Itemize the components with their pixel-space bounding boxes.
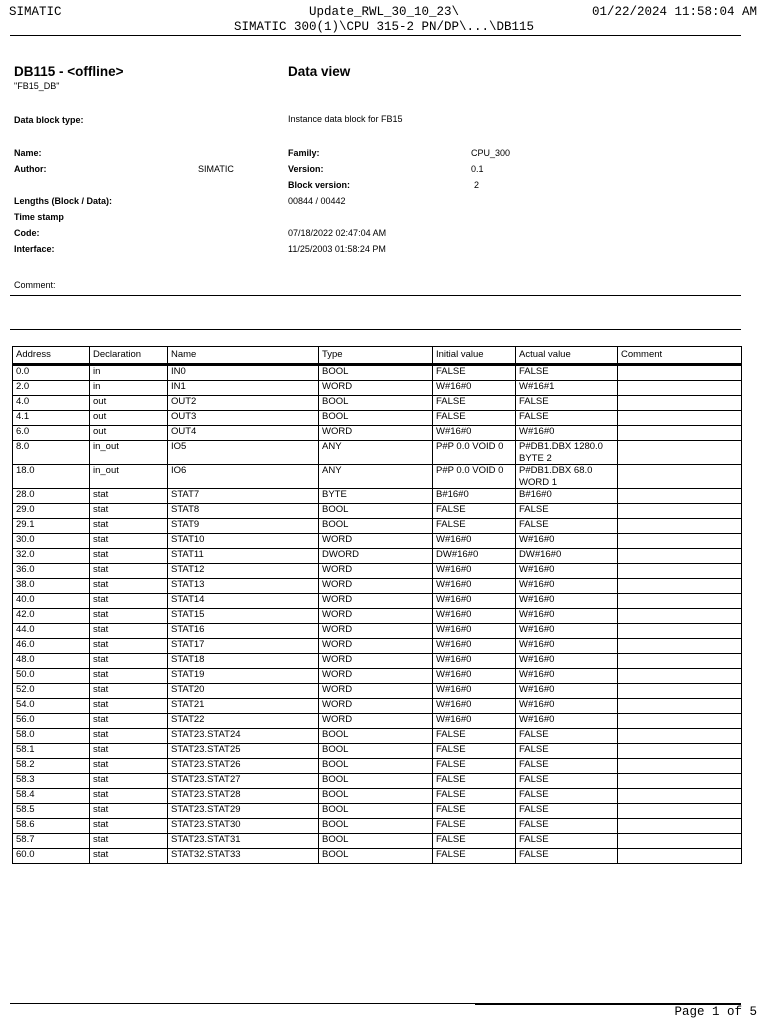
cell-initial-value: FALSE <box>433 834 516 849</box>
column-header-declaration: Declaration <box>90 347 168 365</box>
cell-comment <box>618 654 742 669</box>
cell-actual-value: W#16#0 <box>516 579 618 594</box>
table-row <box>13 594 742 609</box>
cell-type: DWORD <box>319 549 433 564</box>
cell-declaration: stat <box>90 699 168 714</box>
cell-actual-value: FALSE <box>516 519 618 534</box>
cell-type: BOOL <box>319 729 433 744</box>
cell-initial-value: W#16#0 <box>433 426 516 441</box>
cell-declaration: stat <box>90 819 168 834</box>
cell-type: BOOL <box>319 759 433 774</box>
cell-initial-value: W#16#0 <box>433 609 516 624</box>
cell-address: 32.0 <box>13 549 90 564</box>
cell-type: BOOL <box>319 804 433 819</box>
cell-declaration: stat <box>90 654 168 669</box>
cell-actual-value: FALSE <box>516 411 618 426</box>
cell-type: BOOL <box>319 504 433 519</box>
cell-comment <box>618 465 742 489</box>
cell-address: 58.1 <box>13 744 90 759</box>
cell-address: 30.0 <box>13 534 90 549</box>
cell-address: 58.3 <box>13 774 90 789</box>
cell-declaration: stat <box>90 729 168 744</box>
table-row <box>13 699 742 714</box>
column-header-comment: Comment <box>618 347 742 365</box>
cell-comment <box>618 699 742 714</box>
cell-address: 29.0 <box>13 504 90 519</box>
cell-type: WORD <box>319 534 433 549</box>
comment-label: Comment: <box>14 280 56 290</box>
table-row <box>13 489 742 504</box>
cell-name: STAT23.STAT31 <box>168 834 319 849</box>
cell-comment <box>618 714 742 729</box>
cell-name: STAT23.STAT30 <box>168 819 319 834</box>
cell-comment <box>618 381 742 396</box>
cell-comment <box>618 365 742 381</box>
cell-initial-value: W#16#0 <box>433 624 516 639</box>
cell-address: 58.2 <box>13 759 90 774</box>
cell-address: 6.0 <box>13 426 90 441</box>
header-divider <box>10 35 741 36</box>
cell-name: STAT23.STAT24 <box>168 729 319 744</box>
cell-type: WORD <box>319 624 433 639</box>
cell-address: 58.6 <box>13 819 90 834</box>
cell-address: 50.0 <box>13 669 90 684</box>
cell-comment <box>618 669 742 684</box>
cell-declaration: stat <box>90 714 168 729</box>
cell-address: 44.0 <box>13 624 90 639</box>
table-row <box>13 411 742 426</box>
cell-initial-value: W#16#0 <box>433 579 516 594</box>
data-table <box>12 346 742 864</box>
cell-actual-value: FALSE <box>516 504 618 519</box>
cell-declaration: stat <box>90 684 168 699</box>
table-row <box>13 624 742 639</box>
cell-name: IN1 <box>168 381 319 396</box>
table-row <box>13 426 742 441</box>
cell-type: BOOL <box>319 744 433 759</box>
cell-comment <box>618 684 742 699</box>
cell-actual-value: W#16#0 <box>516 534 618 549</box>
table-row <box>13 441 742 465</box>
page-number: Page 1 of 5 <box>674 1005 757 1019</box>
cell-actual-value: W#16#0 <box>516 624 618 639</box>
cell-actual-value: B#16#0 <box>516 489 618 504</box>
cell-address: 40.0 <box>13 594 90 609</box>
table-row <box>13 519 742 534</box>
cell-address: 56.0 <box>13 714 90 729</box>
cell-declaration: stat <box>90 849 168 864</box>
table-row <box>13 534 742 549</box>
cell-type: BOOL <box>319 834 433 849</box>
family-label: Family: <box>288 148 320 158</box>
cell-declaration: stat <box>90 744 168 759</box>
footer-divider <box>10 1003 475 1004</box>
cell-initial-value: FALSE <box>433 744 516 759</box>
cell-initial-value: W#16#0 <box>433 669 516 684</box>
cell-declaration: stat <box>90 549 168 564</box>
interface-label: Interface: <box>14 244 55 254</box>
cell-initial-value: FALSE <box>433 365 516 381</box>
cell-initial-value: FALSE <box>433 759 516 774</box>
table-row <box>13 744 742 759</box>
cell-name: STAT10 <box>168 534 319 549</box>
version-value: 0.1 <box>471 164 484 174</box>
cell-initial-value: DW#16#0 <box>433 549 516 564</box>
cell-name: IN0 <box>168 365 319 381</box>
cell-comment <box>618 759 742 774</box>
cell-declaration: stat <box>90 609 168 624</box>
cell-type: BOOL <box>319 789 433 804</box>
cell-comment <box>618 534 742 549</box>
data-block-type-label: Data block type: <box>14 115 84 125</box>
cell-initial-value: W#16#0 <box>433 534 516 549</box>
column-header-address: Address <box>13 347 90 365</box>
cell-declaration: in_out <box>90 441 168 465</box>
table-row <box>13 381 742 396</box>
cell-comment <box>618 789 742 804</box>
cell-type: WORD <box>319 699 433 714</box>
cell-address: 18.0 <box>13 465 90 489</box>
cell-address: 46.0 <box>13 639 90 654</box>
cell-comment <box>618 504 742 519</box>
cell-actual-value: W#16#0 <box>516 594 618 609</box>
table-row <box>13 669 742 684</box>
cell-actual-value: W#16#0 <box>516 654 618 669</box>
table-row <box>13 549 742 564</box>
cell-type: WORD <box>319 609 433 624</box>
cell-address: 2.0 <box>13 381 90 396</box>
cell-comment <box>618 594 742 609</box>
cell-initial-value: FALSE <box>433 804 516 819</box>
cell-name: STAT14 <box>168 594 319 609</box>
cell-name: IO6 <box>168 465 319 489</box>
cell-actual-value: FALSE <box>516 744 618 759</box>
cell-initial-value: B#16#0 <box>433 489 516 504</box>
cell-name: STAT23.STAT29 <box>168 804 319 819</box>
cell-comment <box>618 441 742 465</box>
header-project: Update_RWL_30_10_23\ <box>308 5 460 19</box>
section-divider <box>10 329 741 330</box>
cell-type: WORD <box>319 639 433 654</box>
cell-comment <box>618 426 742 441</box>
cell-actual-value: W#16#0 <box>516 684 618 699</box>
code-value: 07/18/2022 02:47:04 AM <box>288 228 387 238</box>
cell-type: BOOL <box>319 396 433 411</box>
table-row <box>13 849 742 864</box>
cell-address: 42.0 <box>13 609 90 624</box>
cell-actual-value: FALSE <box>516 819 618 834</box>
table-row <box>13 639 742 654</box>
data-block-type-value: Instance data block for FB15 <box>288 114 403 124</box>
table-row <box>13 834 742 849</box>
interface-value: 11/25/2003 01:58:24 PM <box>288 244 386 254</box>
cell-initial-value: FALSE <box>433 504 516 519</box>
cell-comment <box>618 489 742 504</box>
cell-initial-value: W#16#0 <box>433 654 516 669</box>
cell-address: 28.0 <box>13 489 90 504</box>
view-title: Data view <box>288 64 351 79</box>
cell-name: OUT4 <box>168 426 319 441</box>
cell-address: 58.7 <box>13 834 90 849</box>
cell-initial-value: W#16#0 <box>433 381 516 396</box>
table-row <box>13 804 742 819</box>
table-row <box>13 819 742 834</box>
cell-actual-value: W#16#0 <box>516 714 618 729</box>
cell-comment <box>618 729 742 744</box>
cell-address: 52.0 <box>13 684 90 699</box>
cell-type: WORD <box>319 564 433 579</box>
table-row <box>13 729 742 744</box>
cell-actual-value: W#16#0 <box>516 699 618 714</box>
cell-initial-value: FALSE <box>433 729 516 744</box>
column-header-name: Name <box>168 347 319 365</box>
cell-actual-value: FALSE <box>516 849 618 864</box>
cell-address: 48.0 <box>13 654 90 669</box>
cell-address: 8.0 <box>13 441 90 465</box>
cell-comment <box>618 624 742 639</box>
block-title: DB115 - <offline> <box>14 64 124 79</box>
cell-actual-value: FALSE <box>516 804 618 819</box>
cell-address: 58.4 <box>13 789 90 804</box>
name-label: Name: <box>14 148 42 158</box>
cell-name: STAT12 <box>168 564 319 579</box>
cell-declaration: stat <box>90 489 168 504</box>
cell-type: ANY <box>319 441 433 465</box>
cell-type: BOOL <box>319 774 433 789</box>
cell-type: BOOL <box>319 819 433 834</box>
cell-name: OUT2 <box>168 396 319 411</box>
block-subtitle: "FB15_DB" <box>14 81 60 91</box>
cell-initial-value: W#16#0 <box>433 699 516 714</box>
cell-address: 58.5 <box>13 804 90 819</box>
table-row <box>13 684 742 699</box>
cell-actual-value: FALSE <box>516 396 618 411</box>
cell-name: OUT3 <box>168 411 319 426</box>
cell-comment <box>618 744 742 759</box>
cell-declaration: stat <box>90 534 168 549</box>
cell-actual-value: FALSE <box>516 834 618 849</box>
cell-declaration: stat <box>90 639 168 654</box>
header-app: SIMATIC <box>9 5 62 19</box>
cell-comment <box>618 579 742 594</box>
cell-initial-value: FALSE <box>433 819 516 834</box>
cell-address: 36.0 <box>13 564 90 579</box>
cell-declaration: stat <box>90 759 168 774</box>
family-value: CPU_300 <box>471 148 511 158</box>
cell-actual-value: W#16#0 <box>516 639 618 654</box>
cell-name: STAT23.STAT25 <box>168 744 319 759</box>
cell-actual-value: FALSE <box>516 774 618 789</box>
cell-actual-value: P#DB1.DBX 1280.0 BYTE 2 <box>516 441 618 465</box>
cell-type: WORD <box>319 684 433 699</box>
cell-actual-value: W#16#0 <box>516 609 618 624</box>
cell-actual-value: W#16#0 <box>516 426 618 441</box>
timestamp-label: Time stamp <box>14 212 64 222</box>
cell-declaration: in <box>90 365 168 381</box>
header-path: SIMATIC 300(1)\CPU 315-2 PN/DP\...\DB115 <box>233 20 535 34</box>
cell-type: BOOL <box>319 411 433 426</box>
cell-comment <box>618 819 742 834</box>
cell-type: WORD <box>319 594 433 609</box>
cell-comment <box>618 519 742 534</box>
cell-name: STAT17 <box>168 639 319 654</box>
cell-address: 4.0 <box>13 396 90 411</box>
cell-address: 29.1 <box>13 519 90 534</box>
cell-declaration: stat <box>90 669 168 684</box>
cell-type: WORD <box>319 654 433 669</box>
cell-comment <box>618 549 742 564</box>
cell-type: WORD <box>319 579 433 594</box>
table-row <box>13 654 742 669</box>
column-header-actual-value: Actual value <box>516 347 618 365</box>
version-label: Version: <box>288 164 324 174</box>
cell-comment <box>618 849 742 864</box>
cell-type: BOOL <box>319 519 433 534</box>
cell-name: STAT7 <box>168 489 319 504</box>
cell-type: WORD <box>319 426 433 441</box>
cell-type: WORD <box>319 714 433 729</box>
cell-comment <box>618 396 742 411</box>
cell-address: 0.0 <box>13 365 90 381</box>
cell-comment <box>618 411 742 426</box>
cell-name: STAT16 <box>168 624 319 639</box>
cell-declaration: stat <box>90 504 168 519</box>
cell-comment <box>618 564 742 579</box>
cell-name: STAT11 <box>168 549 319 564</box>
cell-name: STAT9 <box>168 519 319 534</box>
table-row <box>13 504 742 519</box>
lengths-label: Lengths (Block / Data): <box>14 196 113 206</box>
cell-declaration: in_out <box>90 465 168 489</box>
cell-name: STAT19 <box>168 669 319 684</box>
cell-declaration: out <box>90 426 168 441</box>
cell-address: 54.0 <box>13 699 90 714</box>
table-row <box>13 759 742 774</box>
cell-name: STAT13 <box>168 579 319 594</box>
cell-initial-value: P#P 0.0 VOID 0 <box>433 441 516 465</box>
table-row <box>13 396 742 411</box>
cell-actual-value: FALSE <box>516 759 618 774</box>
cell-initial-value: FALSE <box>433 519 516 534</box>
cell-name: IO5 <box>168 441 319 465</box>
cell-comment <box>618 774 742 789</box>
table-row <box>13 714 742 729</box>
cell-declaration: stat <box>90 519 168 534</box>
table-row <box>13 609 742 624</box>
cell-type: WORD <box>319 381 433 396</box>
cell-initial-value: P#P 0.0 VOID 0 <box>433 465 516 489</box>
code-label: Code: <box>14 228 40 238</box>
block-version-label: Block version: <box>288 180 351 190</box>
cell-comment <box>618 639 742 654</box>
table-row <box>13 465 742 489</box>
cell-name: STAT23.STAT26 <box>168 759 319 774</box>
cell-declaration: stat <box>90 594 168 609</box>
cell-initial-value: FALSE <box>433 774 516 789</box>
cell-type: BOOL <box>319 365 433 381</box>
cell-comment <box>618 834 742 849</box>
cell-type: ANY <box>319 465 433 489</box>
cell-declaration: out <box>90 396 168 411</box>
cell-actual-value: W#16#0 <box>516 669 618 684</box>
cell-initial-value: FALSE <box>433 849 516 864</box>
cell-actual-value: W#16#1 <box>516 381 618 396</box>
cell-declaration: out <box>90 411 168 426</box>
cell-name: STAT8 <box>168 504 319 519</box>
cell-initial-value: W#16#0 <box>433 684 516 699</box>
cell-address: 60.0 <box>13 849 90 864</box>
comment-divider <box>10 295 741 296</box>
cell-type: BYTE <box>319 489 433 504</box>
column-header-type: Type <box>319 347 433 365</box>
cell-declaration: stat <box>90 564 168 579</box>
header-datetime: 01/22/2024 11:58:04 AM <box>591 5 757 19</box>
table-row <box>13 789 742 804</box>
table-row <box>13 579 742 594</box>
column-header-initial-value: Initial value <box>433 347 516 365</box>
cell-declaration: stat <box>90 789 168 804</box>
cell-initial-value: FALSE <box>433 789 516 804</box>
block-version-value: 2 <box>474 180 480 190</box>
table-body <box>13 365 742 864</box>
cell-name: STAT23.STAT28 <box>168 789 319 804</box>
cell-declaration: stat <box>90 804 168 819</box>
cell-actual-value: FALSE <box>516 729 618 744</box>
table-row <box>13 365 742 381</box>
cell-declaration: stat <box>90 624 168 639</box>
cell-name: STAT20 <box>168 684 319 699</box>
cell-actual-value: W#16#0 <box>516 564 618 579</box>
cell-initial-value: FALSE <box>433 411 516 426</box>
cell-actual-value: FALSE <box>516 789 618 804</box>
cell-name: STAT21 <box>168 699 319 714</box>
cell-declaration: in <box>90 381 168 396</box>
cell-name: STAT32.STAT33 <box>168 849 319 864</box>
author-value: SIMATIC <box>198 164 234 174</box>
cell-actual-value: FALSE <box>516 365 618 381</box>
cell-comment <box>618 609 742 624</box>
cell-initial-value: W#16#0 <box>433 594 516 609</box>
lengths-value: 00844 / 00442 <box>288 196 346 206</box>
cell-declaration: stat <box>90 834 168 849</box>
table-row <box>13 564 742 579</box>
cell-declaration: stat <box>90 774 168 789</box>
cell-initial-value: W#16#0 <box>433 639 516 654</box>
cell-address: 38.0 <box>13 579 90 594</box>
cell-name: STAT23.STAT27 <box>168 774 319 789</box>
author-label: Author: <box>14 164 47 174</box>
cell-initial-value: W#16#0 <box>433 714 516 729</box>
table-header-row <box>13 347 742 365</box>
cell-initial-value: FALSE <box>433 396 516 411</box>
cell-name: STAT15 <box>168 609 319 624</box>
table-row <box>13 774 742 789</box>
cell-address: 58.0 <box>13 729 90 744</box>
cell-type: WORD <box>319 669 433 684</box>
cell-actual-value: DW#16#0 <box>516 549 618 564</box>
cell-name: STAT22 <box>168 714 319 729</box>
cell-address: 4.1 <box>13 411 90 426</box>
cell-declaration: stat <box>90 579 168 594</box>
cell-actual-value: P#DB1.DBX 68.0 WORD 1 <box>516 465 618 489</box>
cell-comment <box>618 804 742 819</box>
cell-type: BOOL <box>319 849 433 864</box>
cell-name: STAT18 <box>168 654 319 669</box>
cell-initial-value: W#16#0 <box>433 564 516 579</box>
